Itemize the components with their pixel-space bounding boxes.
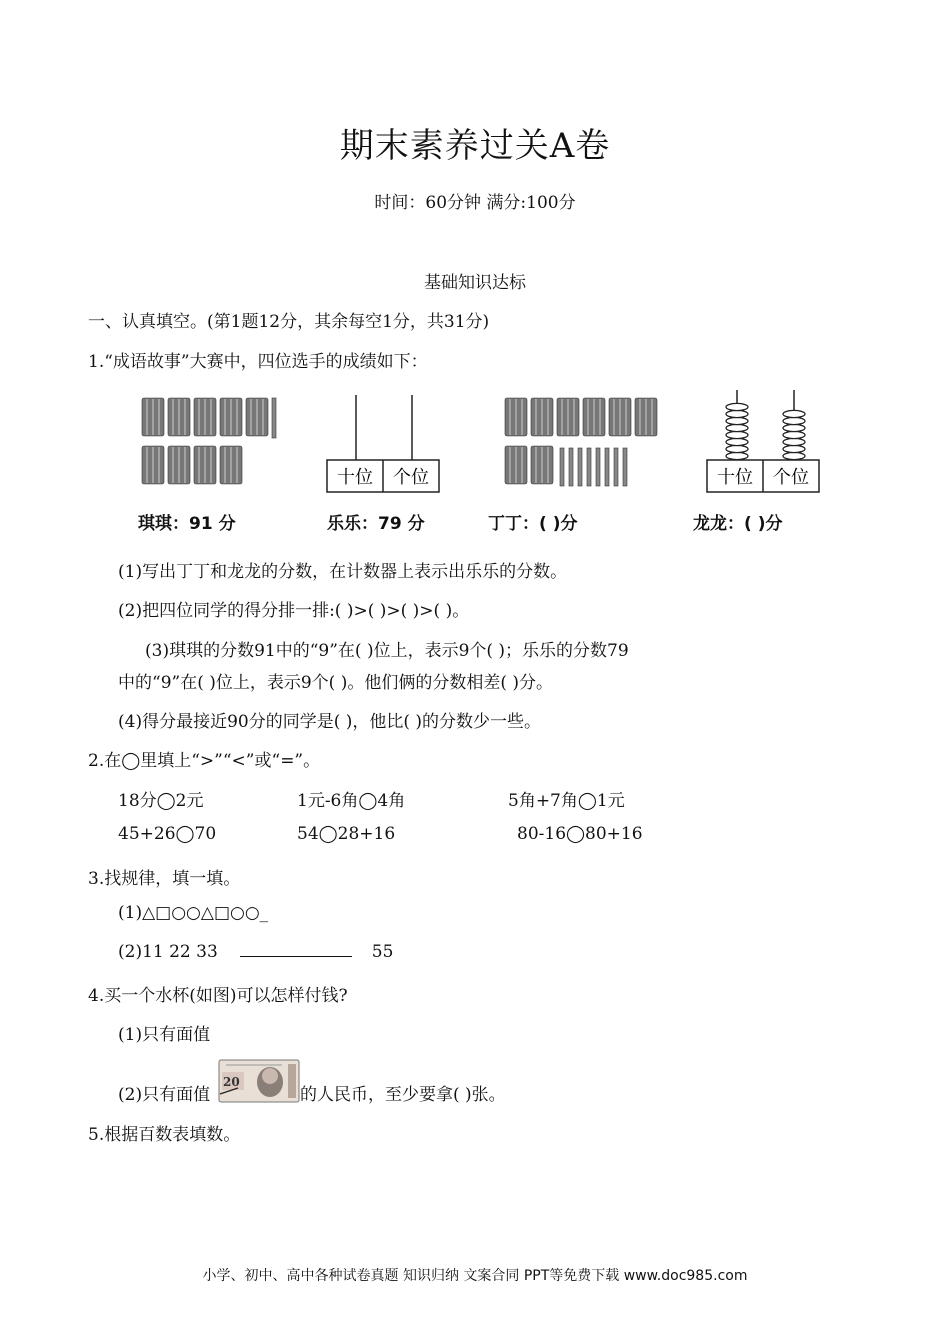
q2-item: 1元-6角◯4角 (297, 791, 406, 811)
q4-sub1: (1)只有面值 (118, 1025, 211, 1045)
q1-sub3-line1: (3)琪琪的分数91中的“9”在( )位上，表示9个( )；乐乐的分数79 (145, 641, 629, 661)
lele-ones-label: 个位 (393, 467, 429, 488)
q1-sub3-line2: 中的“9”在( )位上，表示9个( )。他们俩的分数相差( )分。 (118, 673, 554, 693)
q2-item: 18分◯2元 (118, 791, 204, 811)
longlong-ones-label: 个位 (773, 467, 809, 488)
q2-item: 54◯28+16 (297, 824, 396, 844)
page-title: 期末素养过关A卷 (339, 126, 611, 166)
q4-intro: 4.买一个水杯(如图)可以怎样付钱? (88, 986, 348, 1006)
q3-sub2 (118, 942, 393, 962)
score-dingding: 丁丁：( )分 (488, 514, 578, 534)
q1-intro: 1.“成语故事”大赛中，四位选手的成绩如下： (88, 352, 428, 372)
q4-sub2-post: 的人民币，至少要拿( )张。 (300, 1085, 506, 1105)
dingding-sticks (505, 398, 657, 486)
q2-item: 5角+7角◯1元 (508, 791, 625, 811)
twenty-yuan-bill-icon (218, 1058, 300, 1104)
section-title: 基础知识达标 (424, 273, 526, 293)
score-qiqi: 琪琪：91 分 (138, 514, 236, 534)
q3-answer-blank[interactable] (240, 942, 352, 957)
qiqi-sticks (142, 398, 276, 484)
q2-intro: 2.在◯里填上“>”“<”或“=”。 (88, 751, 321, 771)
q2-item: 80-16◯80+16 (517, 824, 643, 844)
q2-item: 45+26◯70 (118, 824, 217, 844)
longlong-tens-label: 十位 (717, 467, 753, 488)
score-lele: 乐乐：79 分 (327, 514, 425, 534)
q3-sub2-sequence: (2)11 22 33 (118, 942, 218, 962)
q3-intro: 3.找规律，填一填。 (88, 869, 241, 889)
bill-value: 20 (223, 1075, 240, 1089)
q5-intro: 5.根据百数表填数。 (88, 1125, 241, 1145)
q1-sub2: (2)把四位同学的得分排一排:( )>( )>( )>( )。 (118, 601, 470, 621)
q3-sub2-last: 55 (371, 942, 394, 962)
q3-sub1: (1)△□○○△□○○_ (118, 903, 269, 923)
part1-heading: 一、认真填空。(第1题12分，其余每空1分，共31分) (88, 312, 490, 332)
page-footer: 小学、初中、高中各种试卷真题 知识归纳 文案合同 PPT等免费下载 www.doc985.com (202, 1268, 748, 1284)
q1-sub1: (1)写出丁丁和龙龙的分数，在计数器上表示出乐乐的分数。 (118, 562, 568, 582)
q1-sub4: (4)得分最接近90分的同学是( )，他比( )的分数少一些。 (118, 712, 542, 732)
q4-sub2-pre: (2)只有面值 (118, 1085, 211, 1105)
exam-info: 时间：60分钟 满分:100分 (374, 193, 576, 213)
score-longlong: 龙龙：( )分 (693, 514, 783, 534)
lele-tens-label: 十位 (337, 467, 373, 488)
